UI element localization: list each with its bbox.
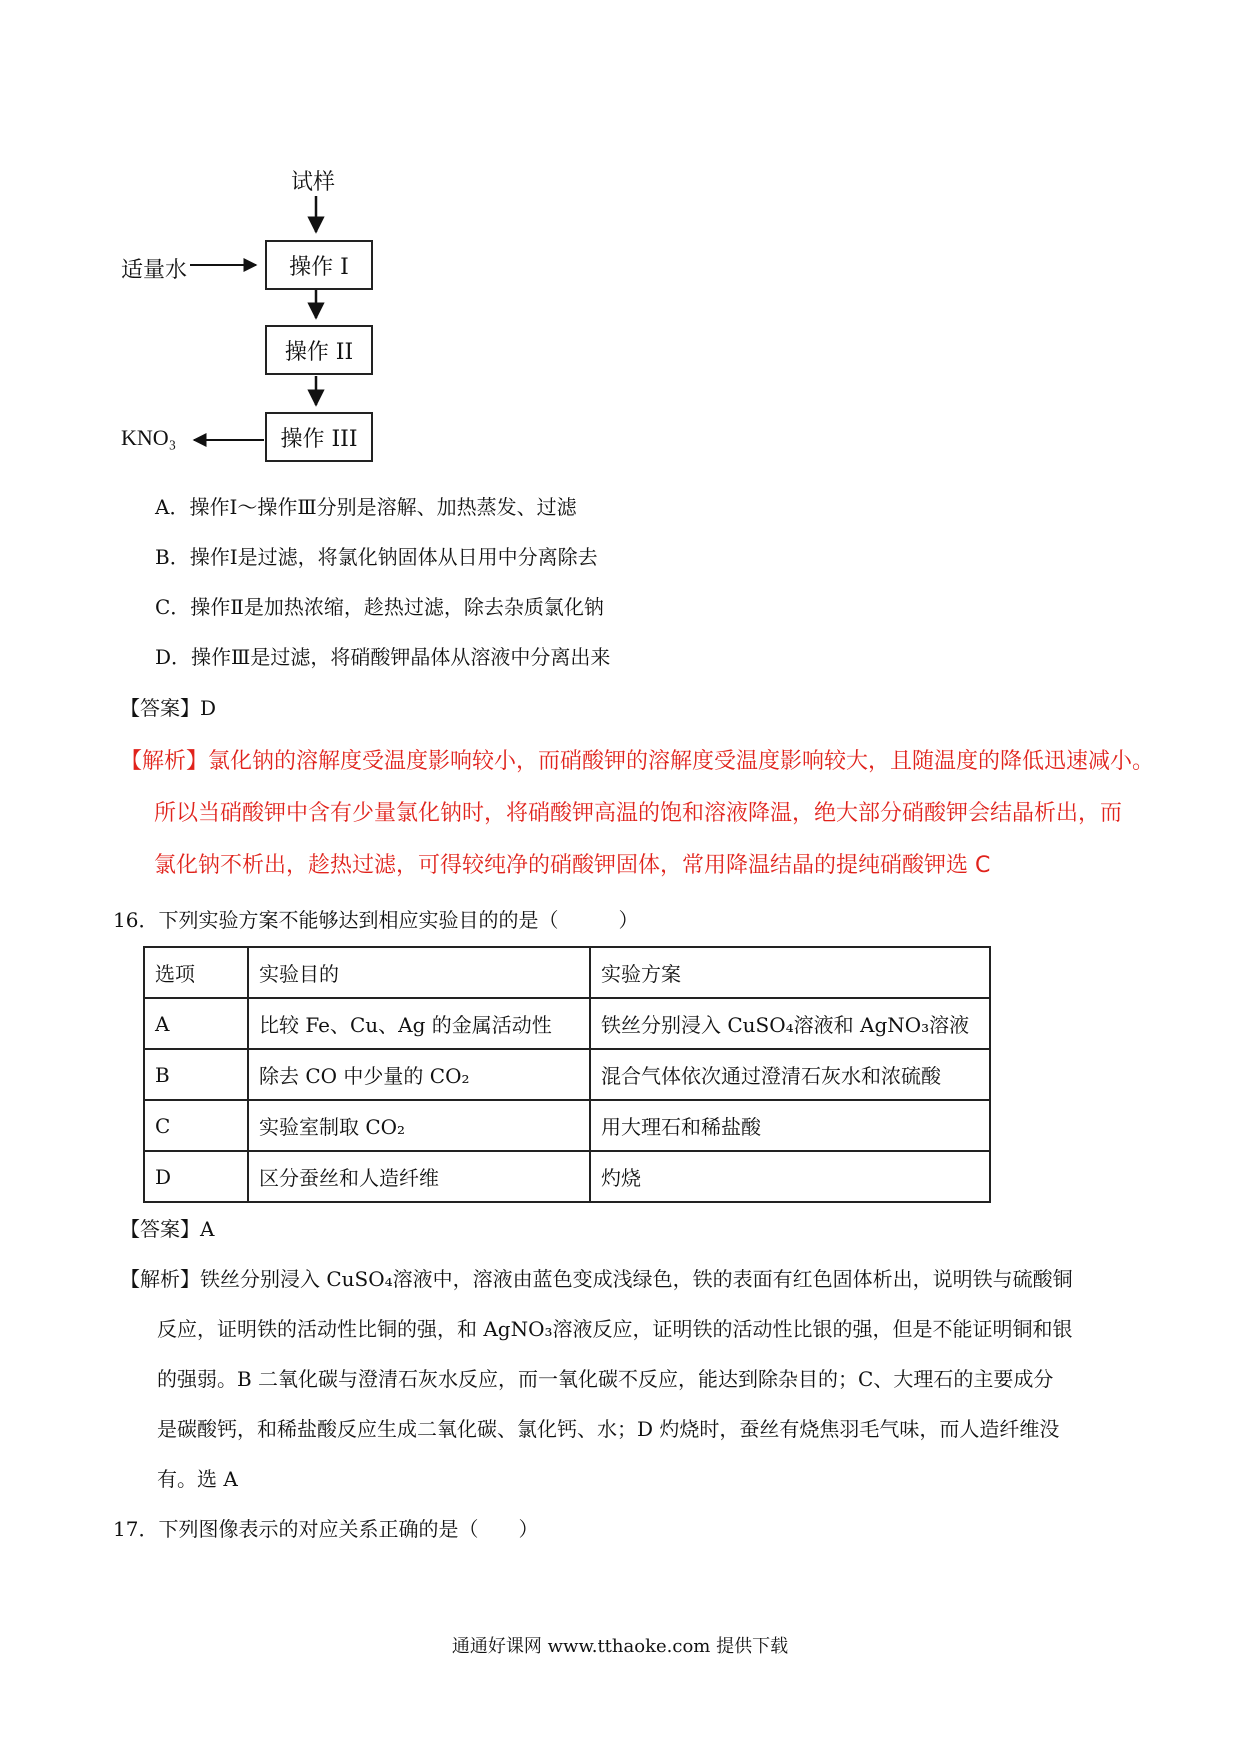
flow-arrows: [0, 0, 1240, 470]
q16-question: 16．下列实验方案不能够达到相应实验目的的是（ ）: [113, 908, 639, 932]
q16-analysis-line-2: 反应，证明铁的活动性比铜的强，和 AgNO₃溶液反应，证明铁的活动性比银的强，但是不能证明铜和银: [157, 1317, 1073, 1341]
table-cell: 铁丝分别浸入 CuSO₄溶液和 AgNO₃溶液: [590, 998, 990, 1049]
process-flowchart: [0, 0, 1240, 470]
q15-answer: 【答案】D: [120, 696, 217, 720]
table-header-row: [144, 947, 990, 998]
table-cell: 区分蚕丝和人造纤维: [248, 1151, 590, 1202]
q15-analysis-line-3: 氯化钠不析出，趁热过滤，可得较纯净的硝酸钾固体，常用降温结晶的提纯硝酸钾选 C: [154, 853, 991, 878]
q15-option-b: B．操作Ⅰ是过滤，将氯化钠固体从日用中分离除去: [155, 545, 598, 569]
q16-answer: 【答案】A: [120, 1217, 215, 1241]
table-header-cell: 实验方案: [590, 947, 990, 998]
page-footer: 通通好课网 www.tthaoke.com 提供下载: [451, 1636, 789, 1657]
table-row: [144, 998, 990, 1049]
table-cell: B: [144, 1049, 248, 1100]
q16-analysis-line-5: 有。选 A: [157, 1467, 238, 1491]
q16-analysis-line-1: 【解析】铁丝分别浸入 CuSO₄溶液中，溶液由蓝色变成浅绿色，铁的表面有红色固体析出，说明铁与硫酸铜: [120, 1267, 1073, 1291]
q16-analysis-line-3: 的强弱。B 二氧化碳与澄清石灰水反应，而一氧化碳不反应，能达到除杂目的；C、大理石的主要成分: [157, 1367, 1054, 1391]
q15-analysis-line-2: 所以当硝酸钾中含有少量氯化钠时，将硝酸钾高温的饱和溶液降温，绝大部分硝酸钾会结晶析出，而: [154, 801, 1123, 826]
q16-analysis-line-4: 是碳酸钙，和稀盐酸反应生成二氧化碳、氯化钙、水；D 灼烧时，蚕丝有烧焦羽毛气味，而人造纤维没: [157, 1417, 1060, 1441]
table-row: [144, 1049, 990, 1100]
table-cell: 除去 CO 中少量的 CO₂: [248, 1049, 590, 1100]
q17-question: 17．下列图像表示的对应关系正确的是（ ）: [113, 1517, 539, 1541]
table-row: [144, 1100, 990, 1151]
table-row: [144, 1151, 990, 1202]
table-header-cell: 实验目的: [248, 947, 590, 998]
table-cell: 实验室制取 CO₂: [248, 1100, 590, 1151]
flow-product-label: KNO₃: [121, 425, 177, 450]
q16-table: [143, 946, 991, 1203]
q15-analysis-line-1: 【解析】氯化钠的溶解度受温度影响较小，而硝酸钾的溶解度受温度影响较大，且随温度的降低迅速减小。: [120, 749, 1155, 774]
flow-op2-label: 操作 II: [284, 339, 354, 365]
q15-option-d: D．操作Ⅲ是过滤，将硝酸钾晶体从溶液中分离出来: [155, 645, 611, 669]
q15-option-c: C．操作Ⅱ是加热浓缩，趁热过滤，除去杂质氯化钠: [155, 595, 604, 619]
table-cell: 比较 Fe、Cu、Ag 的金属活动性: [248, 998, 590, 1049]
table-cell: 用大理石和稀盐酸: [590, 1100, 990, 1151]
q15-option-a: A．操作Ⅰ～操作Ⅲ分别是溶解、加热蒸发、过滤: [155, 495, 577, 519]
table-cell: 灼烧: [590, 1151, 990, 1202]
table-cell: A: [144, 998, 248, 1049]
flow-op1-label: 操作 I: [289, 254, 349, 280]
flow-water-label: 适量水: [121, 258, 188, 283]
table-cell: D: [144, 1151, 248, 1202]
table-cell: 混合气体依次通过澄清石灰水和浓硫酸: [590, 1049, 990, 1100]
table-header-cell: 选项: [144, 947, 248, 998]
table-cell: C: [144, 1100, 248, 1151]
flow-op3-label: 操作 III: [280, 426, 358, 452]
flow-sample-label: 试样: [291, 170, 336, 195]
